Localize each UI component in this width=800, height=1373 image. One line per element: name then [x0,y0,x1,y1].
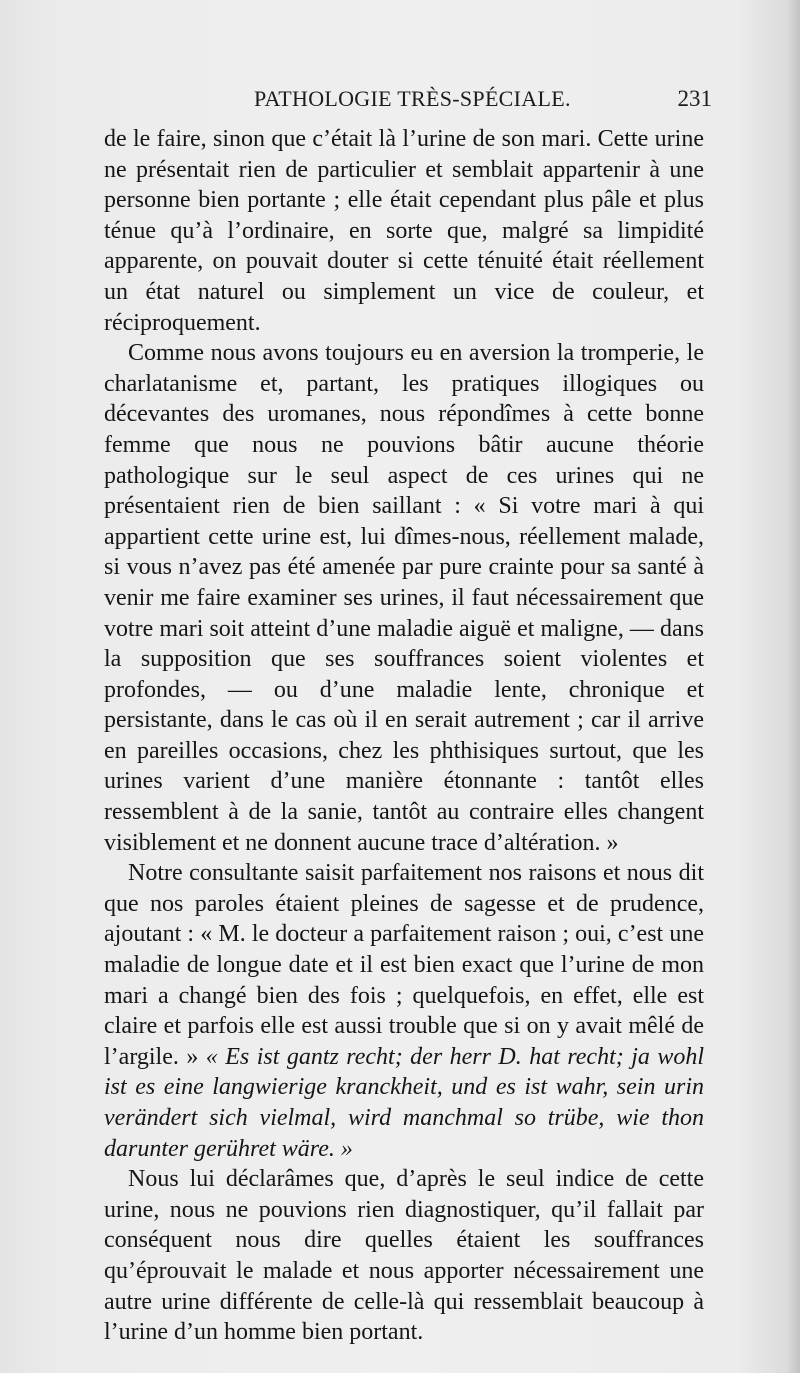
body-text [104,124,704,1348]
paragraph-consultante [104,858,704,1164]
running-title: PATHOLOGIE TRÈS-SPÉCIALE. [254,86,571,111]
paragraph-declaration: Nous lui déclarâmes que, d’après le seul indice de cette urine, nous ne pouvions rien diagnostiquer, qu’il fallait par conséquent nous dire quelles étaient les souffrances qu’éprouvait le malade et nous apporter nécessairement une autre urine différente de celle-là qui ressemblait beaucoup à l’urine d’un homme bien portant. [104,1166,704,1346]
german-quote: « Es ist gantz recht; der herr D. hat recht; ja wohl ist es eine langwierige kranckheit, und es ist wahr, sein urin verändert sich vielmal, wird manchmal so trübe, wie thon darunter gerühret wäre. » [104,1043,704,1162]
paragraph-aversion: Comme nous avons toujours eu en aversion la tromperie, le charlatanisme et, partant, les pratiques illogiques ou décevantes des uromanes, nous répondîmes à cette bonne femme que nous ne pouvions bâtir aucune théorie pathologique sur le seul aspect de ces urines qui ne présentaient rien de bien saillant : « Si votre mari à qui appartient cette urine est, lui dîmes-nous, réellement malade, si vous n’avez pas été amenée par pure crainte pour sa santé à venir me faire examiner ses urines, il faut nécessairement que votre mari soit atteint d’une maladie aiguë et maligne, — dans la supposition que ses souffrances soient violentes et profondes, — ou d’une maladie lente, chronique et persistante, dans le cas où il en serait autrement ; car il arrive en pareilles occasions, chez les phthisiques surtout, que les urines varient d’une manière étonnante : tantôt elles ressemblent à de la sanie, tantôt au contraire elles changent visiblement et ne donnent aucune trace d’altération. » [104,340,704,856]
page-header [104,84,712,120]
paragraph-consultante-text: Notre consultante saisit parfaitement nos raisons et nous dit que nos paroles étaient pleines de sagesse et de prudence, ajoutant : « M. le docteur a parfaitement raison ; oui, c’est une maladie de longue date et il est bien exact que l’urine de mon mari a changé bien des fois ; quelquefois, en effet, elle est claire et parfois elle est aussi trouble que si on y avait mêlé de l’argile. » [104,860,704,1070]
paragraph-continuation: de le faire, sinon que c’était là l’urine de son mari. Cette urine ne présentait rien de particulier et semblait appartenir à une personne bien portante ; elle était cependant plus pâle et plus ténue qu’à l’ordinaire, en sorte que, malgré sa limpidité apparente, on pouvait douter si cette ténuité était réellement un état naturel ou simplement un vice de couleur, et réciproquement. [104,126,704,336]
page-number: 231 [677,86,712,111]
page-edge-shadow [786,0,800,1373]
